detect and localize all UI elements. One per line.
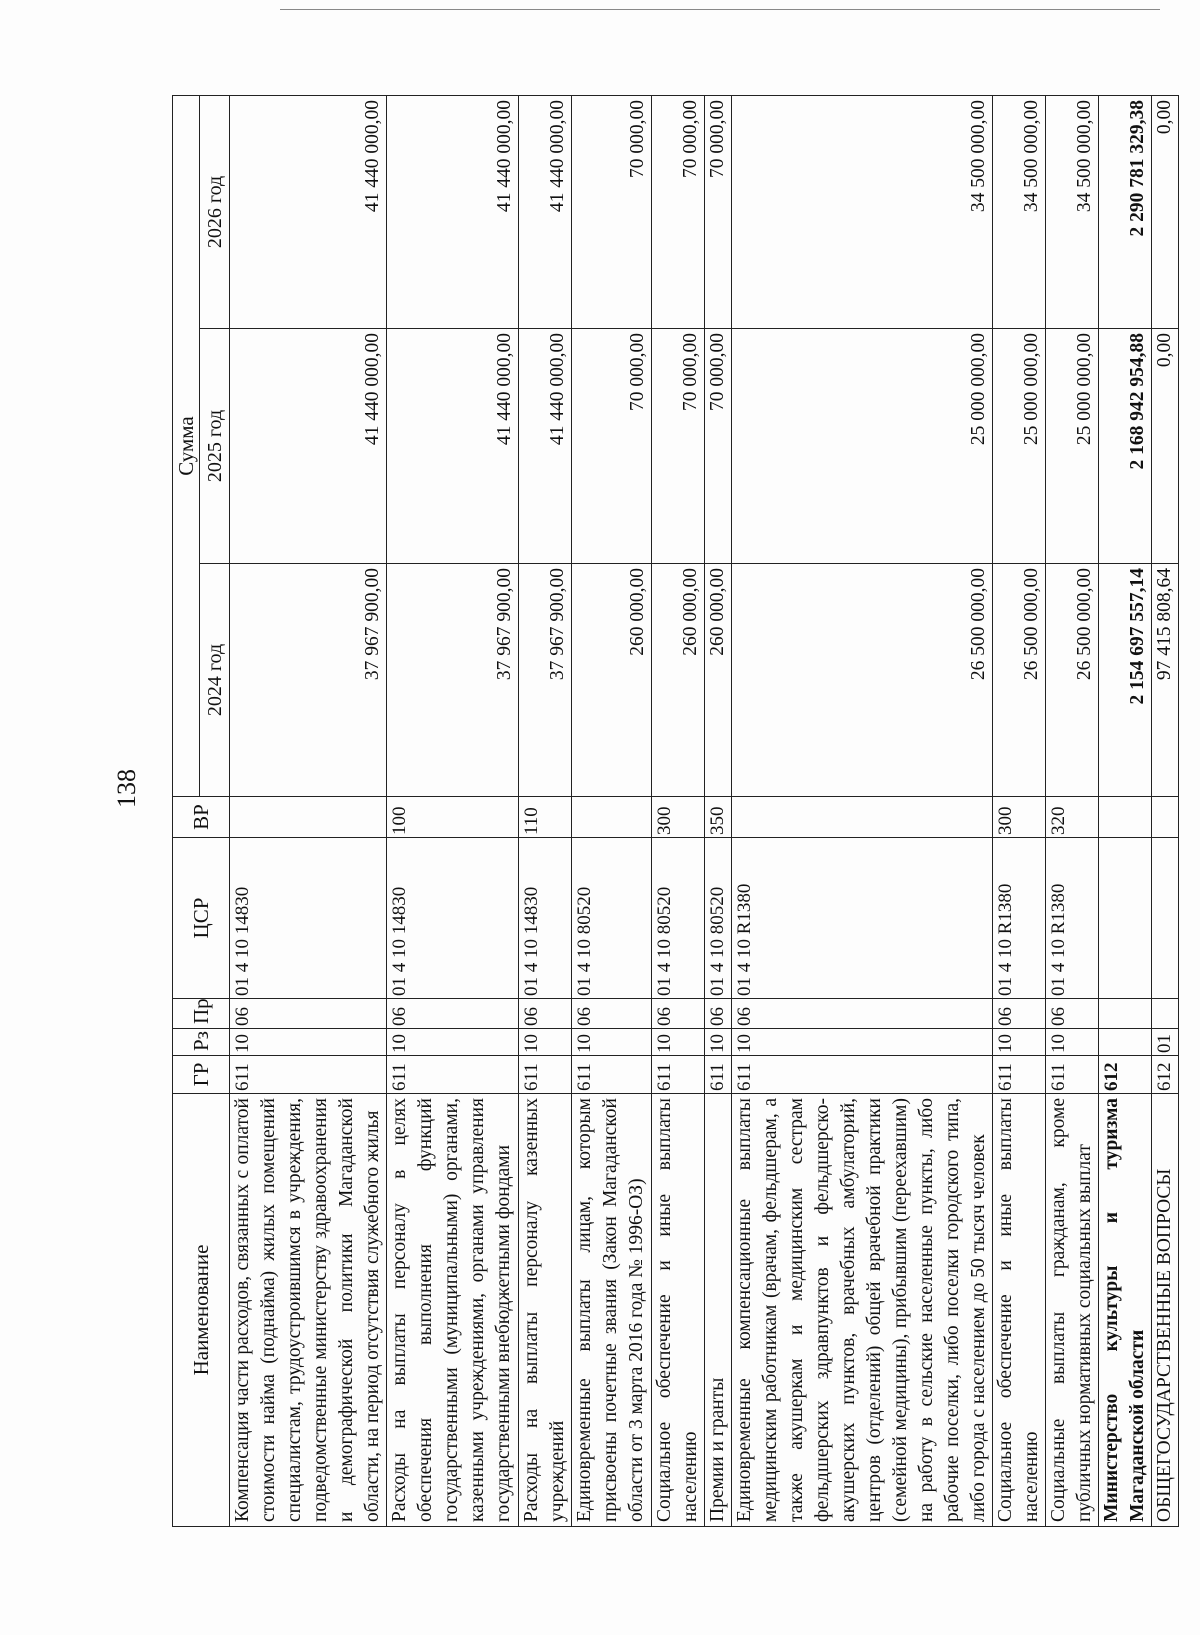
table-row bbox=[572, 95, 652, 1526]
row-2025: 25 000 000,00 bbox=[993, 329, 1046, 564]
row-rz bbox=[1099, 1029, 1152, 1056]
table-row bbox=[1099, 95, 1152, 1526]
row-2026: 41 440 000,00 bbox=[387, 95, 519, 328]
row-2024: 26 500 000,00 bbox=[732, 564, 993, 797]
row-pr: 06 bbox=[705, 999, 732, 1029]
row-2024: 260 000,00 bbox=[652, 564, 705, 797]
row-gr: 611 bbox=[572, 1056, 652, 1094]
header-2024: 2024 год bbox=[200, 564, 230, 797]
row-csr: 01 4 10 80520 bbox=[572, 838, 652, 999]
row-pr: 06 bbox=[387, 999, 519, 1029]
row-rz: 10 bbox=[732, 1029, 993, 1056]
row-name: ОБЩЕГОСУДАРСТВЕННЫЕ ВОПРОСЫ bbox=[1152, 1094, 1179, 1527]
row-pr: 06 bbox=[652, 999, 705, 1029]
table-row bbox=[993, 95, 1046, 1526]
table-row bbox=[387, 95, 519, 1526]
row-pr: 06 bbox=[519, 999, 572, 1029]
table-row bbox=[705, 95, 732, 1526]
row-csr: 01 4 10 80520 bbox=[705, 838, 732, 999]
row-pr: 06 bbox=[732, 999, 993, 1029]
row-2024: 26 500 000,00 bbox=[1046, 564, 1099, 797]
row-2025: 25 000 000,00 bbox=[732, 329, 993, 564]
row-2024: 260 000,00 bbox=[572, 564, 652, 797]
row-rz: 10 bbox=[1046, 1029, 1099, 1056]
row-2025: 2 168 942 954,88 bbox=[1099, 329, 1152, 564]
row-rz: 10 bbox=[652, 1029, 705, 1056]
row-2025: 41 440 000,00 bbox=[387, 329, 519, 564]
header-rz: Рз bbox=[173, 1029, 230, 1056]
row-name: Социальные выплаты гражданам, кроме публичных нормативных социальных выплат bbox=[1046, 1094, 1099, 1527]
row-vr: 320 bbox=[1046, 797, 1099, 838]
row-csr bbox=[1152, 838, 1179, 999]
row-vr bbox=[1152, 797, 1179, 838]
table-row bbox=[732, 95, 993, 1526]
row-name: Премии и гранты bbox=[705, 1094, 732, 1527]
row-2026: 41 440 000,00 bbox=[230, 95, 387, 328]
row-gr: 611 bbox=[230, 1056, 387, 1094]
row-pr bbox=[1099, 999, 1152, 1029]
row-csr: 01 4 10 14830 bbox=[230, 838, 387, 999]
row-csr: 01 4 10 14830 bbox=[519, 838, 572, 999]
row-2025: 70 000,00 bbox=[705, 329, 732, 564]
row-name: Компенсация части расходов, связанных с оплатой стоимости найма (поднайма) жилых помещений специалистам, трудоустроившимся в учреждения, подведомственные министерству здравоохранения и демографической политики Магаданской области, на период отсутствия служебного жилья bbox=[230, 1094, 387, 1527]
header-pr: Пр bbox=[173, 999, 230, 1029]
row-2024: 97 415 808,64 bbox=[1152, 564, 1179, 797]
row-2026: 2 290 781 329,38 bbox=[1099, 95, 1152, 328]
row-rz: 10 bbox=[705, 1029, 732, 1056]
header-vr: ВР bbox=[173, 797, 230, 838]
row-rz: 01 bbox=[1152, 1029, 1179, 1056]
row-csr: 01 4 10 R1380 bbox=[732, 838, 993, 999]
row-2025: 70 000,00 bbox=[572, 329, 652, 564]
row-gr: 612 bbox=[1152, 1056, 1179, 1094]
table-row bbox=[1046, 95, 1099, 1526]
row-2026: 41 440 000,00 bbox=[519, 95, 572, 328]
row-name: Единовременные выплаты лицам, которым присвоены почетные звания (Закон Магаданской области от 3 марта 2016 года № 1996-ОЗ) bbox=[572, 1094, 652, 1527]
row-name: Министерство культуры и туризма Магаданской области bbox=[1099, 1094, 1152, 1527]
row-rz: 10 bbox=[993, 1029, 1046, 1056]
row-2025: 70 000,00 bbox=[652, 329, 705, 564]
row-pr: 06 bbox=[230, 999, 387, 1029]
page-number: 138 bbox=[112, 769, 141, 808]
top-border-line bbox=[280, 9, 1160, 10]
row-vr bbox=[1099, 797, 1152, 838]
row-name: Социальное обеспечение и иные выплаты населению bbox=[993, 1094, 1046, 1527]
rotated-table-wrapper bbox=[172, 96, 1175, 1527]
row-name: Социальное обеспечение и иные выплаты населению bbox=[652, 1094, 705, 1527]
row-gr: 611 bbox=[519, 1056, 572, 1094]
budget-table bbox=[172, 95, 1179, 1527]
header-sum: Сумма bbox=[173, 95, 200, 796]
row-2024: 26 500 000,00 bbox=[993, 564, 1046, 797]
row-gr: 611 bbox=[705, 1056, 732, 1094]
row-name: Расходы на выплаты персоналу в целях обеспечения выполнения функций государственными (муниципальными) органами, казенными учреждениями, органами управления государственными внебюджетными фондами bbox=[387, 1094, 519, 1527]
row-2025: 25 000 000,00 bbox=[1046, 329, 1099, 564]
row-gr: 612 bbox=[1099, 1056, 1152, 1094]
row-rz: 10 bbox=[519, 1029, 572, 1056]
table-row bbox=[519, 95, 572, 1526]
row-2026: 70 000,00 bbox=[705, 95, 732, 328]
row-csr: 01 4 10 14830 bbox=[387, 838, 519, 999]
row-vr bbox=[230, 797, 387, 838]
row-name: Единовременные компенсационные выплаты медицинским работникам (врачам, фельдшерам, а также акушеркам и медицинским сестрам фельдшерских здравпунктов и фельдшерско-акушерских пунктов, врачебных амбулаторий, центров (отделений) общей врачебной практики (семейной медицины), прибывшим (переехавшим) на работу в сельские населенные пункты, либо рабочие поселки, либо поселки городского типа, либо города с населением до 50 тысяч человек bbox=[732, 1094, 993, 1527]
row-rz: 10 bbox=[572, 1029, 652, 1056]
row-2024: 37 967 900,00 bbox=[519, 564, 572, 797]
row-csr: 01 4 10 R1380 bbox=[1046, 838, 1099, 999]
row-2026: 0,00 bbox=[1152, 95, 1179, 328]
row-2026: 34 500 000,00 bbox=[993, 95, 1046, 328]
row-gr: 611 bbox=[1046, 1056, 1099, 1094]
row-2024: 37 967 900,00 bbox=[230, 564, 387, 797]
row-2024: 260 000,00 bbox=[705, 564, 732, 797]
row-csr: 01 4 10 80520 bbox=[652, 838, 705, 999]
row-csr bbox=[1099, 838, 1152, 999]
row-2026: 70 000,00 bbox=[572, 95, 652, 328]
row-gr: 611 bbox=[993, 1056, 1046, 1094]
row-2026: 34 500 000,00 bbox=[1046, 95, 1099, 328]
row-vr: 100 bbox=[387, 797, 519, 838]
row-rz: 10 bbox=[387, 1029, 519, 1056]
header-gr: ГР bbox=[173, 1056, 230, 1094]
row-gr: 611 bbox=[652, 1056, 705, 1094]
row-vr: 300 bbox=[993, 797, 1046, 838]
row-2024: 2 154 697 557,14 bbox=[1099, 564, 1152, 797]
row-vr: 300 bbox=[652, 797, 705, 838]
row-vr: 110 bbox=[519, 797, 572, 838]
row-pr: 06 bbox=[1046, 999, 1099, 1029]
row-rz: 10 bbox=[230, 1029, 387, 1056]
row-2025: 41 440 000,00 bbox=[230, 329, 387, 564]
table-row bbox=[652, 95, 705, 1526]
row-pr: 06 bbox=[572, 999, 652, 1029]
row-vr: 350 bbox=[705, 797, 732, 838]
header-name: Наименование bbox=[173, 1094, 230, 1527]
row-csr: 01 4 10 R1380 bbox=[993, 838, 1046, 999]
table-row bbox=[230, 95, 387, 1526]
header-csr: ЦСР bbox=[173, 838, 230, 999]
row-gr: 611 bbox=[732, 1056, 993, 1094]
header-2026: 2026 год bbox=[200, 95, 230, 328]
row-vr bbox=[732, 797, 993, 838]
row-name: Расходы на выплаты персоналу казенных учреждений bbox=[519, 1094, 572, 1527]
row-2025: 41 440 000,00 bbox=[519, 329, 572, 564]
header-2025: 2025 год bbox=[200, 329, 230, 564]
table-row bbox=[1152, 95, 1179, 1526]
row-2026: 34 500 000,00 bbox=[732, 95, 993, 328]
row-gr: 611 bbox=[387, 1056, 519, 1094]
row-pr bbox=[1152, 999, 1179, 1029]
row-2026: 70 000,00 bbox=[652, 95, 705, 328]
row-2024: 37 967 900,00 bbox=[387, 564, 519, 797]
row-2025: 0,00 bbox=[1152, 329, 1179, 564]
row-pr: 06 bbox=[993, 999, 1046, 1029]
row-vr bbox=[572, 797, 652, 838]
